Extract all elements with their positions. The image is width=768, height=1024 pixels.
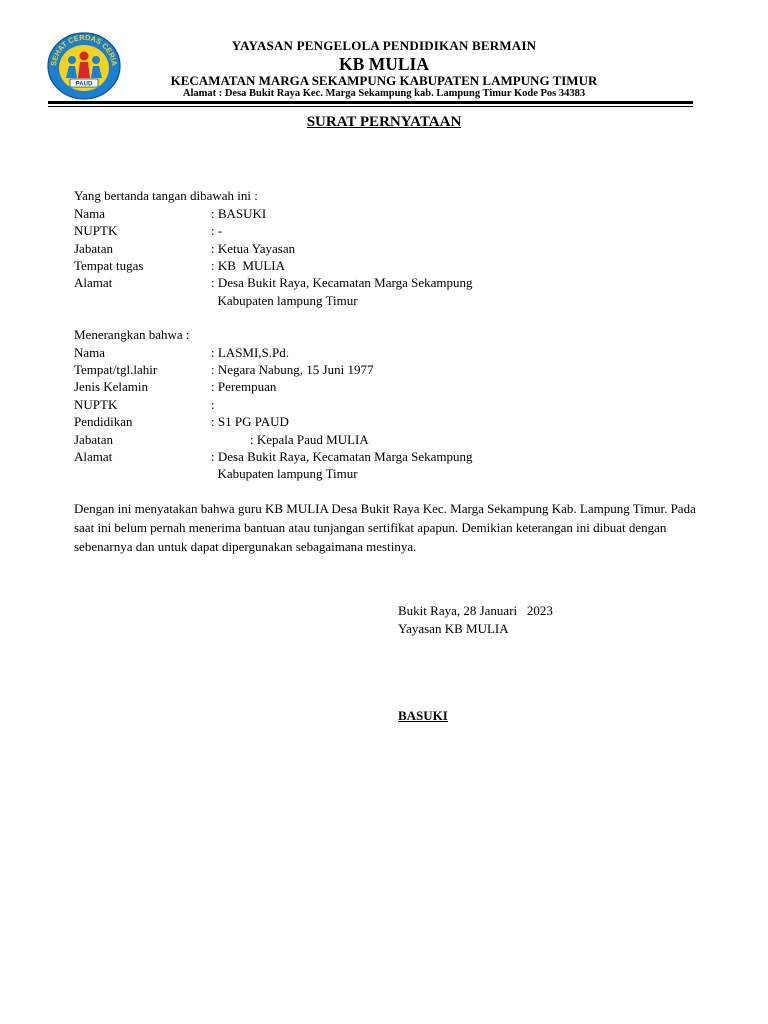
org-line: YAYASAN PENGELOLA PENDIDIKAN BERMAIN (231, 38, 537, 53)
subject-value-continued: Kabupaten lampung Timur (211, 466, 358, 481)
subject-label: Jabatan (74, 432, 113, 447)
subject-value: : S1 PG PAUD (211, 414, 289, 429)
address-line: Alamat : Desa Bukit Raya Kec. Marga Sekampung kab. Lampung Timur Kode Pos 34383 (182, 88, 586, 99)
document-title: SURAT PERNYATAAN (306, 114, 462, 130)
logo-child-head-left (68, 56, 76, 64)
signer-value-continued: Kabupaten lampung Timur (211, 293, 358, 308)
signer-value: : - (211, 223, 223, 238)
school-name: KB MULIA (339, 54, 429, 74)
signature-name: BASUKI (398, 708, 448, 723)
logo-child-body-center (78, 62, 90, 78)
subject-label: NUPTK (74, 397, 118, 412)
logo-ring-text: SEHAT CERDAS CERIA (49, 32, 119, 67)
district-line: KECAMATAN MARGA SEKAMPUNG KABUPATEN LAMPUNG TIMUR (170, 73, 598, 88)
subject-value: : (211, 397, 215, 412)
signer-value: : Desa Bukit Raya, Kecamatan Marga Sekampung (211, 275, 473, 290)
signer-label: Tempat tugas (74, 258, 144, 273)
subject-label: Tempat/tgl.lahir (74, 362, 158, 377)
logo-child-head-center (80, 52, 89, 61)
subject-label: Jenis Kelamin (74, 379, 149, 394)
signer-label: NUPTK (74, 223, 118, 238)
logo-child-head-right (92, 56, 100, 64)
subject-value: : Kepala Paud MULIA (211, 432, 369, 447)
signature-place-date: Bukit Raya, 28 Januari 2023 (398, 603, 553, 618)
subject-label: Alamat (74, 449, 113, 464)
signer-label: Jabatan (74, 241, 113, 256)
subject-value: : Desa Bukit Raya, Kecamatan Marga Sekampung (211, 449, 473, 464)
subject-label: Nama (74, 345, 106, 360)
signer-label: Nama (74, 206, 106, 221)
statement-paragraph: Dengan ini menyatakan bahwa guru KB MULIA Desa Bukit Raya Kec. Marga Sekampung Kab. Lampung Timur. Pada saat ini belum pernah menerima bantuan atau tunjangan sertifikat apapun. Demikian keterangan ini dibuat dengan sebenarnya dan untuk dapat dipergunakan sebagaimana mestinya. (74, 501, 696, 554)
letterhead-rule-thin (48, 106, 693, 107)
subject-value: : LASMI,S.Pd. (211, 345, 290, 360)
signer-value: : Ketua Yayasan (211, 241, 296, 256)
signature-org: Yayasan KB MULIA (398, 621, 509, 636)
signer-label: Alamat (74, 275, 113, 290)
subject-value: : Perempuan (211, 379, 277, 394)
signer-value: : BASUKI (211, 206, 267, 221)
paud-logo (46, 30, 122, 100)
subject-value: : Negara Nabung, 15 Juni 1977 (211, 362, 374, 377)
subject-label: Pendidikan (74, 414, 133, 429)
logo-banner-text: PAUD (75, 81, 93, 88)
letterhead-rule-thick (48, 101, 693, 104)
subject-intro: Menerangkan bahwa : (74, 327, 190, 342)
signer-intro: Yang bertanda tangan dibawah ini : (74, 188, 258, 203)
signer-value: : KB MULIA (211, 258, 286, 273)
